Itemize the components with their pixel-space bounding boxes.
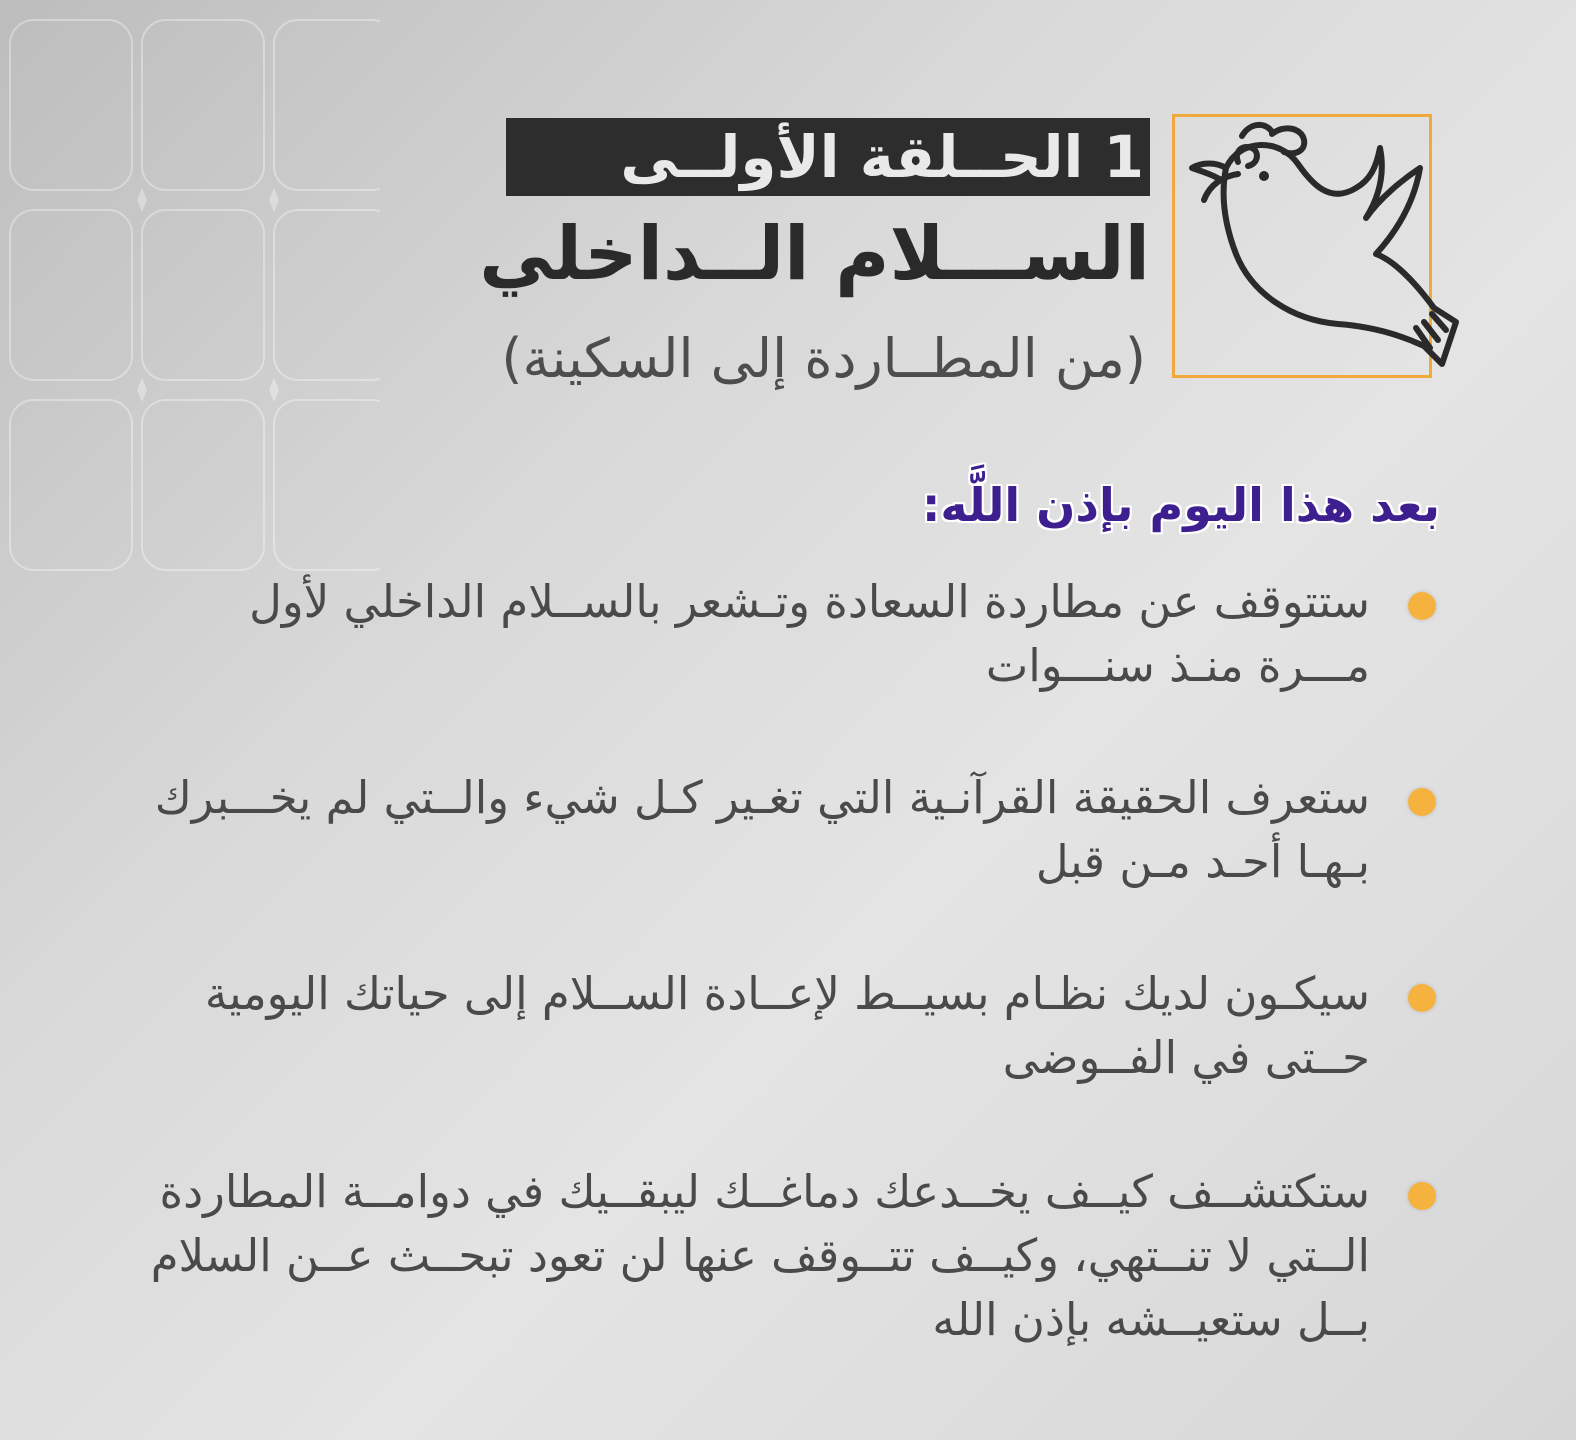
header: [0, 108, 1576, 408]
list-item-text: ستعرف الحقيقة القرآنـية التي تغـير كـل شيء والــتي لم يخـــبرك بـهـا أحـد مـن قبل: [154, 771, 1370, 888]
list-item-text: ستتوقف عن مطاردة السعادة وتـشعر بالســلام الداخلي لأول مـــرة منـذ سنـــوات: [249, 575, 1370, 692]
benefits-list: [136, 570, 1436, 1420]
list-item: [136, 570, 1436, 698]
page-title: الســـلام الــداخلي: [479, 211, 1150, 297]
bullet-dot-icon: [1408, 1182, 1436, 1210]
list-item: [136, 766, 1436, 894]
list-item-text: سيكـون لديك نظـام بسيــط لإعــادة الســلام إلى حياتك اليومية حــتى في الفــوضى: [204, 967, 1370, 1084]
dove-icon: [1180, 108, 1470, 378]
intro-heading: بعد هذا اليوم بإذن اللَّه:: [922, 478, 1440, 532]
page-subtitle: (من المطــاردة إلى السكينة): [501, 327, 1146, 390]
bullet-dot-icon: [1408, 788, 1436, 816]
list-item-text: ستكتشــف كيــف يخــدعك دماغــك ليبقــيك في دوامــة المطاردة الــتي لا تنــتهي، وكيــف تتــوقف عنها لن تعود تبحــث عــن السلام بــل ستعيــشه بإذن الله: [150, 1165, 1370, 1346]
bullet-dot-icon: [1408, 592, 1436, 620]
bullet-dot-icon: [1408, 984, 1436, 1012]
list-item: [136, 962, 1436, 1090]
episode-label: 1 الحــلقة الأولــى: [506, 118, 1150, 196]
list-item: [136, 1160, 1436, 1352]
